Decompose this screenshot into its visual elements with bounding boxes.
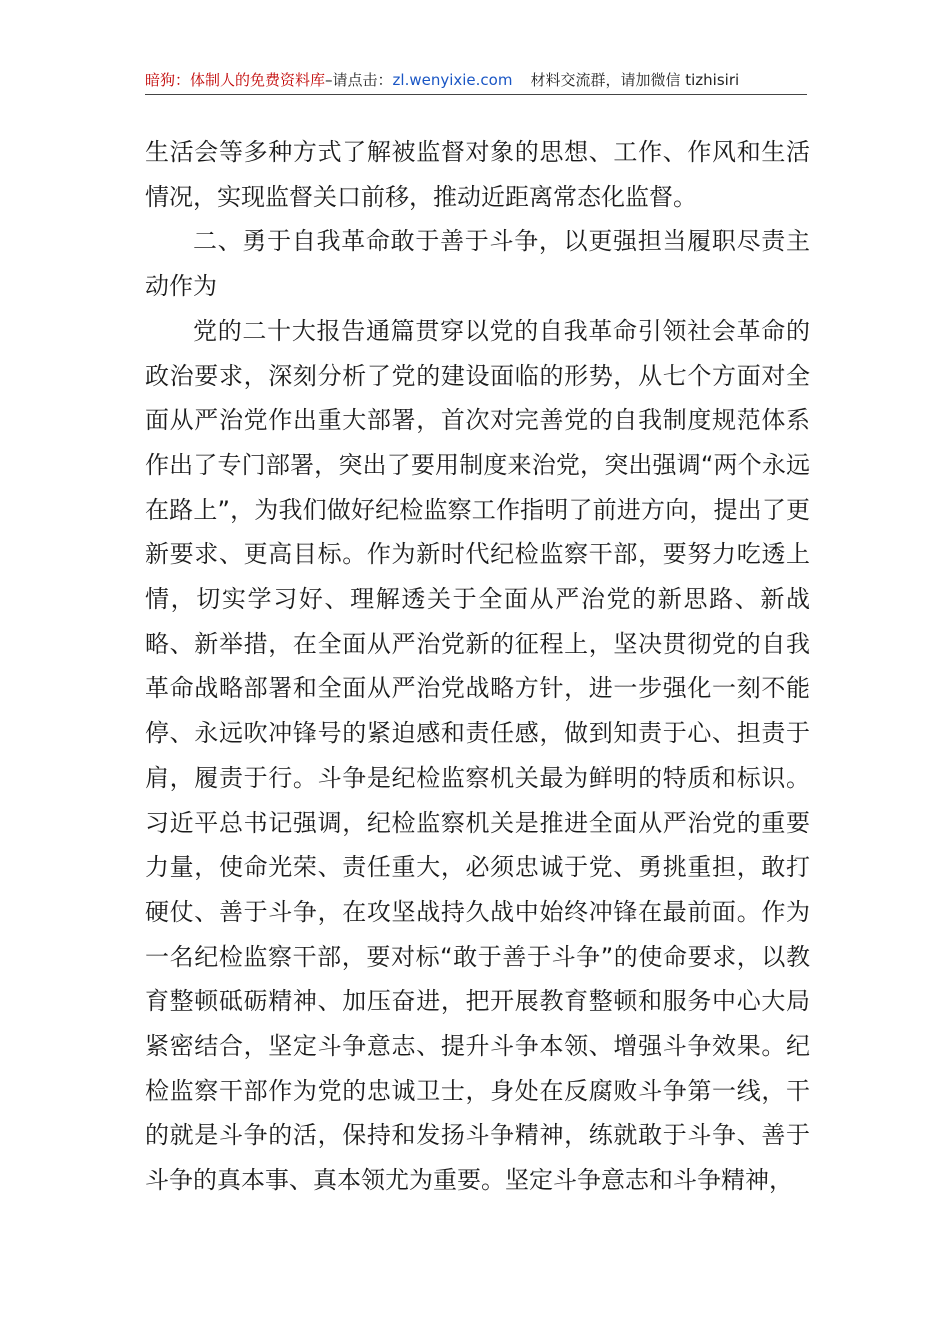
header-site-name: 暗狗：体制人的免费资料库: [145, 71, 326, 89]
document-body: [145, 130, 810, 1203]
section-heading: 二、勇于自我革命敢于善于斗争，以更强担当履职尽责主动作为: [145, 227, 810, 301]
page-header: [145, 66, 807, 95]
header-link-label: –请点击：: [325, 71, 393, 89]
paragraph-continued: 生活会等多种方式了解被监督对象的思想、工作、作风和生活情况，实现监督关口前移，推动近距离常态化监督。: [145, 138, 810, 211]
header-contact-text: 材料交流群，请加微信 tizhisiri: [530, 71, 740, 89]
header-url-link[interactable]: zl.wenyixie.com: [392, 71, 513, 89]
paragraph: 党的二十大报告通篇贯穿以党的自我革命引领社会革命的政治要求，深刻分析了党的建设面临的形势，从七个方面对全面从严治党作出重大部署，首次对完善党的自我制度规范体系作出了专门部署，突出了要用制度来治党，突出强调“两个永远在路上”，为我们做好纪检监察工作指明了前进方向，提出了更新要求、更高目标。作为新时代纪检监察干部，要努力吃透上情，切实学习好、理解透关于全面从严治党的新思路、新战略、新举措，在全面从严治党新的征程上，坚决贯彻党的自我革命战略部署和全面从严治党战略方针，进一步强化一刻不能停、永远吹冲锋号的紧迫感和责任感，做到知责于心、担责于肩，履责于行。斗争是纪检监察机关最为鲜明的特质和标识。习近平总书记强调，纪检监察机关是推进全面从严治党的重要力量，使命光荣、责任重大，必须忠诚于党、勇挑重担，敢打硬仗、善于斗争，在攻坚战持久战中始终冲锋在最前面。作为一名纪检监察干部，要对标“敢于善于斗争”的使命要求，以教育整顿砥砺精神、加压奋进，把开展教育整顿和服务中心大局紧密结合，坚定斗争意志、提升斗争本领、增强斗争效果。纪检监察干部作为党的忠诚卫士，身处在反腐败斗争第一线，干的就是斗争的活，保持和发扬斗争精神，练就敢于斗争、善于斗争的真本事、真本领尤为重要。坚定斗争意志和斗争精神，: [145, 316, 810, 1195]
